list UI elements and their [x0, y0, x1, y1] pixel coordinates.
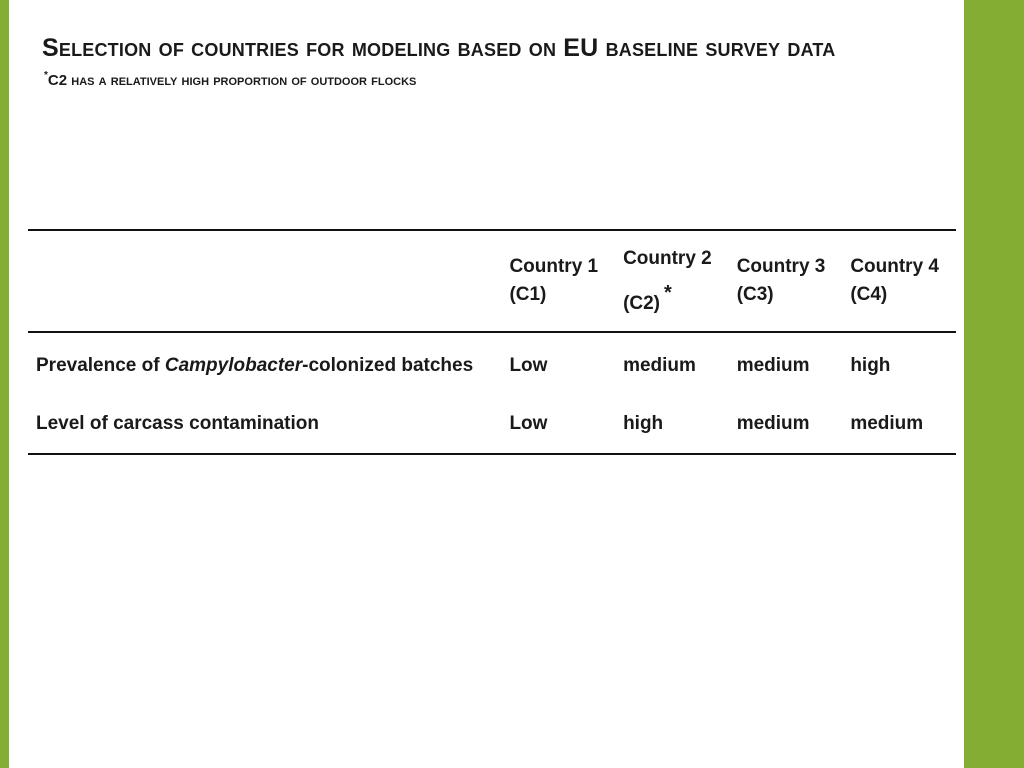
cell-prevalence-c1: Low — [509, 355, 548, 376]
header-empty-cell — [28, 230, 501, 332]
header-country-2 — [615, 230, 729, 332]
slide-title: Selection of countries for modeling based on EU baseline survey data — [42, 34, 836, 62]
header-country-name: Country 4 — [850, 256, 939, 277]
row-label-contamination: Level of carcass contamination — [36, 413, 319, 434]
header-country-code: (C3) — [736, 284, 774, 305]
header-country-4 — [842, 230, 956, 332]
cell-contamination-c4: medium — [850, 413, 924, 434]
header-country-name: Country 3 — [736, 256, 826, 277]
table-header-row — [28, 230, 956, 332]
header-country-name: Country 2 — [623, 247, 712, 269]
row-label-prefix: Prevalence of — [36, 355, 165, 376]
table-row-contamination — [28, 395, 956, 454]
cell-prevalence-c3: medium — [736, 355, 810, 376]
row-label-italic: Campylobacter — [164, 355, 303, 376]
header-country-code: (C2) — [623, 292, 661, 314]
cell-contamination-c3: medium — [736, 413, 810, 434]
header-country-name: Country 1 — [509, 256, 599, 277]
subtitle-asterisk: * — [44, 70, 48, 81]
cell-prevalence-c4: high — [850, 355, 891, 376]
slide-subtitle — [44, 70, 416, 89]
cell-contamination-c2: high — [623, 413, 664, 434]
comparison-table — [28, 229, 956, 455]
cell-contamination-c1: Low — [509, 413, 548, 434]
right-accent-bar — [964, 0, 1024, 768]
row-label-prevalence — [28, 332, 501, 395]
subtitle-text: C2 has a relatively high proportion of outdoor flocks — [47, 72, 417, 89]
comparison-table-wrapper — [28, 229, 956, 455]
header-country-code: (C4) — [850, 284, 888, 305]
table-row-prevalence — [28, 332, 956, 395]
header-country-1 — [501, 230, 615, 332]
header-country-code: (C1) — [509, 284, 547, 305]
row-label-suffix: -colonized batches — [302, 355, 474, 376]
left-accent-bar — [0, 0, 9, 768]
header-country-3 — [729, 230, 843, 332]
cell-prevalence-c2: medium — [623, 355, 696, 376]
header-asterisk: * — [664, 281, 672, 304]
